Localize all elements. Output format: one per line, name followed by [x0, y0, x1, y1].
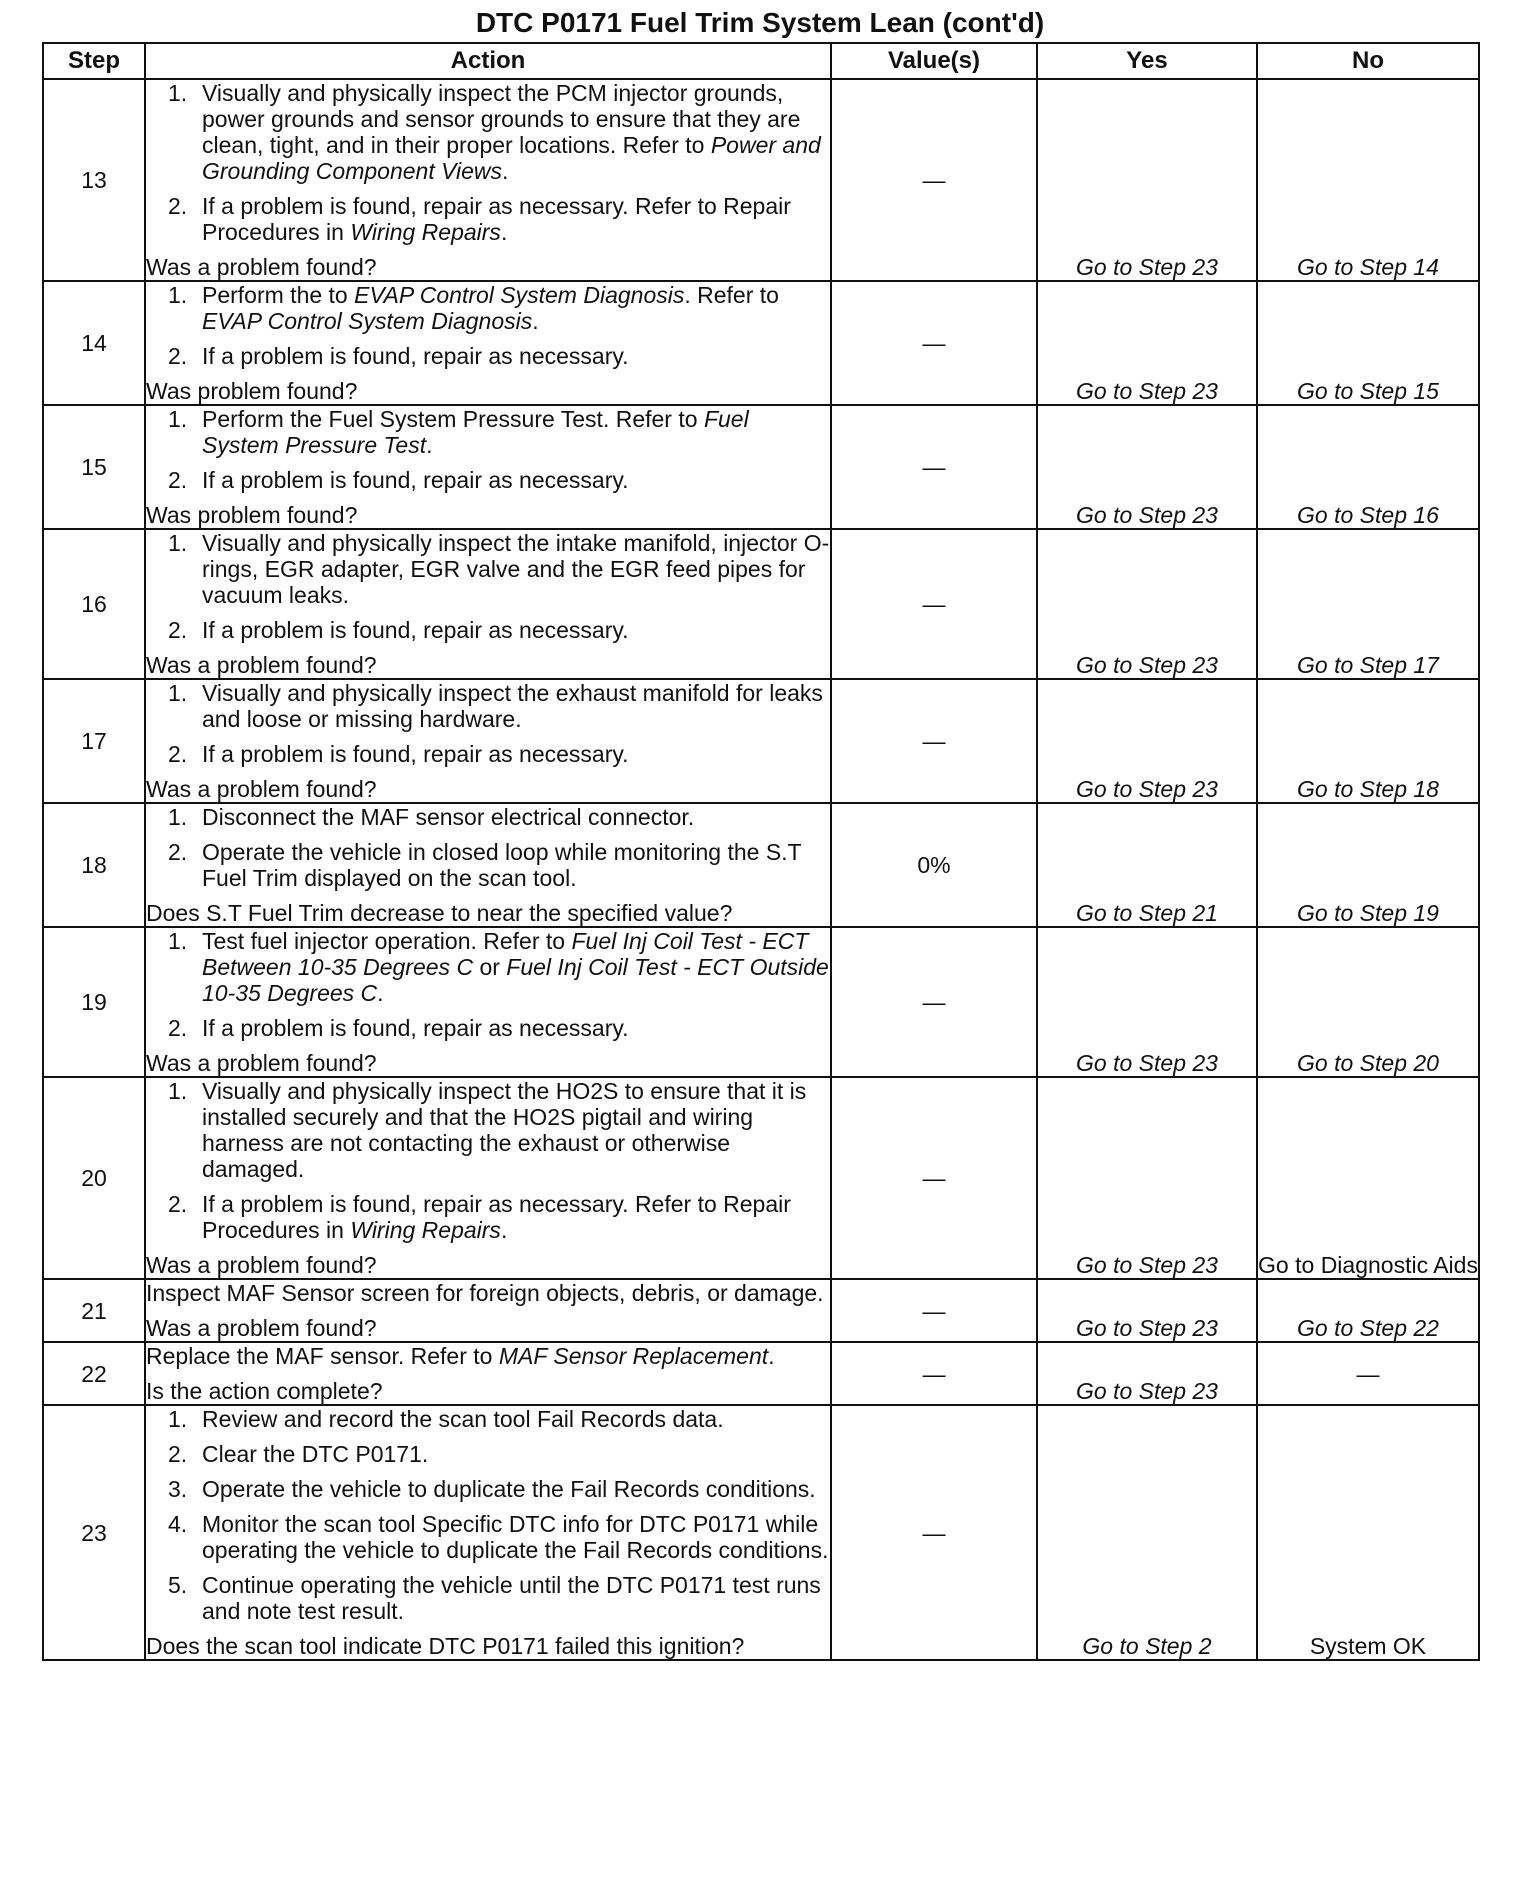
no-result: Go to Step 15: [1257, 281, 1479, 405]
value-cell: —: [831, 1279, 1037, 1342]
action-step: [146, 530, 830, 608]
table-row: [43, 1342, 1479, 1405]
action-step: [146, 1511, 830, 1563]
action-steps-list: [146, 406, 830, 493]
step-number: 23: [43, 1405, 145, 1660]
step-number: 21: [43, 1279, 145, 1342]
step-number: 19: [43, 927, 145, 1077]
action-step-number: 2.: [168, 1015, 188, 1041]
yes-result: Go to Step 23: [1037, 927, 1257, 1077]
document-title: DTC P0171 Fuel Trim System Lean (cont'd): [475, 7, 1045, 38]
action-step-number: 1.: [168, 804, 188, 830]
header-action: Action: [145, 43, 831, 79]
text-run: If a problem is found, repair as necessary.: [202, 1015, 629, 1041]
action-step: [146, 1191, 830, 1243]
action-question: Was a problem found?: [146, 776, 377, 802]
action-question: Was a problem found?: [146, 1050, 377, 1076]
action-step: [146, 467, 830, 493]
action-cell: [145, 803, 831, 927]
value-cell: —: [831, 1405, 1037, 1660]
action-step: [146, 617, 830, 643]
text-run: Continue operating the vehicle until the DTC P0171 test runs and note test result.: [202, 1572, 821, 1624]
action-question: Was problem found?: [146, 502, 358, 528]
no-result: Go to Step 20: [1257, 927, 1479, 1077]
action-cell: [145, 405, 831, 529]
action-step-number: 5.: [168, 1572, 188, 1598]
text-run: .: [500, 219, 508, 245]
no-result: Go to Step 16: [1257, 405, 1479, 529]
table-row: [43, 1077, 1479, 1279]
text-run: If a problem is found, repair as necessary.: [202, 617, 629, 643]
action-cell: [145, 1405, 831, 1660]
action-question: Was a problem found?: [146, 1252, 377, 1278]
header-row: [43, 43, 1479, 79]
table-row: [43, 679, 1479, 803]
action-steps-list: [146, 1406, 830, 1624]
table-body: [43, 79, 1479, 1660]
reference-link-text: Power and Grounding Component Views: [202, 132, 821, 184]
text-run: .: [500, 1217, 508, 1243]
action-step: [146, 406, 830, 458]
table-row: [43, 927, 1479, 1077]
no-result: —: [1257, 1342, 1479, 1405]
text-run: .: [768, 1343, 775, 1369]
action-step-number: 4.: [168, 1511, 188, 1537]
text-run: Perform the to: [202, 282, 355, 308]
action-step-number: 2.: [168, 343, 188, 369]
action-step-number: 2.: [168, 741, 188, 767]
reference-link-text: Fuel Inj Coil Test - ECT Between 10-35 Degrees C: [202, 928, 809, 980]
action-cell: [145, 281, 831, 405]
action-steps-list: [146, 680, 830, 767]
action-step-number: 3.: [168, 1476, 188, 1502]
text-run: If a problem is found, repair as necessary. Refer to Repair Procedures in: [202, 193, 791, 245]
yes-result: Go to Step 23: [1037, 679, 1257, 803]
no-result: System OK: [1257, 1405, 1479, 1660]
no-result: Go to Step 14: [1257, 79, 1479, 281]
text-run: . Refer to: [684, 282, 779, 308]
text-run: Visually and physically inspect the exhaust manifold for leaks and loose or missing hardware.: [202, 680, 823, 732]
text-run: Operate the vehicle in closed loop while monitoring the S.T Fuel Trim displayed on the scan tool.: [202, 839, 802, 891]
value-cell: —: [831, 1077, 1037, 1279]
action-step: [146, 680, 830, 732]
action-step-number: 1.: [168, 282, 188, 308]
text-run: .: [532, 308, 539, 334]
yes-result: Go to Step 2: [1037, 1405, 1257, 1660]
table-row: [43, 79, 1479, 281]
step-number: 20: [43, 1077, 145, 1279]
yes-result: Go to Step 23: [1037, 405, 1257, 529]
action-paragraph: [146, 1280, 830, 1306]
action-step: [146, 282, 830, 334]
no-result: Go to Step 22: [1257, 1279, 1479, 1342]
diagnostic-table: [42, 42, 1480, 1661]
action-step: [146, 1015, 830, 1041]
action-step: [146, 1476, 830, 1502]
text-run: Review and record the scan tool Fail Records data.: [202, 1406, 724, 1432]
action-cell: [145, 927, 831, 1077]
action-step: [146, 928, 830, 1006]
reference-link-text: MAF Sensor Replacement: [498, 1343, 769, 1369]
action-step-number: 2.: [168, 839, 188, 865]
action-step-number: 1.: [168, 406, 188, 432]
text-run: If a problem is found, repair as necessary.: [202, 467, 629, 493]
table-row: [43, 405, 1479, 529]
no-result: Go to Step 18: [1257, 679, 1479, 803]
action-paragraph: [146, 1343, 830, 1369]
text-run: Monitor the scan tool Specific DTC info for DTC P0171 while operating the vehicle to duplicate the Fail Records conditions.: [202, 1511, 829, 1563]
text-run: or: [473, 954, 507, 980]
text-run: Visually and physically inspect the PCM injector grounds, power grounds and sensor grounds to ensure that they are clean, tight, and in their proper locations. Refer to: [202, 80, 801, 158]
action-question: Was a problem found?: [146, 652, 377, 678]
yes-result: Go to Step 23: [1037, 79, 1257, 281]
action-cell: [145, 679, 831, 803]
text-run: Visually and physically inspect the intake manifold, injector O-rings, EGR adapter, EGR valve and the EGR feed pipes for vacuum leaks.: [202, 530, 830, 608]
action-step: [146, 804, 830, 830]
table-row: [43, 529, 1479, 679]
reference-link-text: Wiring Repairs: [350, 1217, 501, 1243]
action-cell: [145, 79, 831, 281]
action-step-number: 1.: [168, 680, 188, 706]
no-result: Go to Step 17: [1257, 529, 1479, 679]
header-step: Step: [43, 43, 145, 79]
text-run: Disconnect the MAF sensor electrical connector.: [202, 804, 695, 830]
reference-link-text: EVAP Control System Diagnosis: [354, 282, 685, 308]
action-step-number: 2.: [168, 193, 188, 219]
value-cell: —: [831, 405, 1037, 529]
action-cell: [145, 1342, 831, 1405]
text-run: Clear the DTC P0171.: [202, 1441, 429, 1467]
text-run: Test fuel injector operation. Refer to: [202, 928, 572, 954]
yes-result: Go to Step 23: [1037, 1077, 1257, 1279]
value-cell: —: [831, 927, 1037, 1077]
value-cell: —: [831, 281, 1037, 405]
action-steps-list: [146, 80, 830, 245]
action-question: Does S.T Fuel Trim decrease to near the specified value?: [146, 900, 733, 926]
step-number: 14: [43, 281, 145, 405]
action-step: [146, 193, 830, 245]
action-step: [146, 1406, 830, 1432]
action-cell: [145, 1077, 831, 1279]
step-number: 13: [43, 79, 145, 281]
text-run: Replace the MAF sensor. Refer to: [146, 1343, 499, 1369]
step-number: 17: [43, 679, 145, 803]
action-step: [146, 343, 830, 369]
action-step-number: 1.: [168, 928, 188, 954]
yes-result: Go to Step 21: [1037, 803, 1257, 927]
action-steps-list: [146, 282, 830, 369]
value-cell: —: [831, 679, 1037, 803]
table-row: [43, 1279, 1479, 1342]
text-run: .: [426, 432, 433, 458]
action-step-number: 2.: [168, 1191, 188, 1217]
action-step-number: 1.: [168, 530, 188, 556]
step-number: 16: [43, 529, 145, 679]
step-number: 22: [43, 1342, 145, 1405]
step-number: 15: [43, 405, 145, 529]
action-step: [146, 1572, 830, 1624]
action-step: [146, 839, 830, 891]
text-run: Perform the Fuel System Pressure Test. Refer to: [202, 406, 704, 432]
action-step: [146, 80, 830, 184]
action-question: Does the scan tool indicate DTC P0171 failed this ignition?: [146, 1633, 745, 1659]
action-cell: [145, 529, 831, 679]
header-value: Value(s): [831, 43, 1037, 79]
text-run: Inspect MAF Sensor screen for foreign objects, debris, or damage.: [146, 1280, 824, 1306]
value-cell: —: [831, 529, 1037, 679]
table-row: [43, 281, 1479, 405]
no-result: Go to Diagnostic Aids: [1257, 1077, 1479, 1279]
action-step-number: 1.: [168, 1406, 188, 1432]
value-cell: 0%: [831, 803, 1037, 927]
action-step: [146, 1078, 830, 1182]
text-run: If a problem is found, repair as necessary.: [202, 741, 629, 767]
action-steps-list: [146, 1078, 830, 1243]
reference-link-text: Wiring Repairs: [350, 219, 501, 245]
text-run: If a problem is found, repair as necessary.: [202, 343, 629, 369]
no-result: Go to Step 19: [1257, 803, 1479, 927]
action-step-number: 2.: [168, 1441, 188, 1467]
table-row: [43, 803, 1479, 927]
action-question: Was problem found?: [146, 378, 358, 404]
action-cell: [145, 1279, 831, 1342]
action-step: [146, 1441, 830, 1467]
yes-result: Go to Step 23: [1037, 1279, 1257, 1342]
value-cell: —: [831, 1342, 1037, 1405]
action-steps-list: [146, 530, 830, 643]
text-run: .: [377, 980, 384, 1006]
action-question: Was a problem found?: [146, 1315, 377, 1341]
text-run: If a problem is found, repair as necessary. Refer to Repair Procedures in: [202, 1191, 791, 1243]
action-steps-list: [146, 804, 830, 891]
action-step-number: 2.: [168, 617, 188, 643]
table-row: [43, 1405, 1479, 1660]
text-run: .: [502, 158, 509, 184]
action-step-number: 1.: [168, 80, 188, 106]
action-question: Was a problem found?: [146, 254, 377, 280]
yes-result: Go to Step 23: [1037, 529, 1257, 679]
action-step-number: 1.: [168, 1078, 188, 1104]
action-question: Is the action complete?: [146, 1378, 383, 1404]
reference-link-text: Fuel System Pressure Test: [202, 406, 749, 458]
text-run: Visually and physically inspect the HO2S to ensure that it is installed securely and that the HO2S pigtail and wiring harness are not contacting the exhaust or otherwise damaged.: [202, 1078, 807, 1182]
text-run: Operate the vehicle to duplicate the Fail Records conditions.: [202, 1476, 816, 1502]
reference-link-text: EVAP Control System Diagnosis: [202, 308, 533, 334]
value-cell: —: [831, 79, 1037, 281]
header-yes: Yes: [1037, 43, 1257, 79]
header-no: No: [1257, 43, 1479, 79]
action-step: [146, 741, 830, 767]
action-steps-list: [146, 928, 830, 1041]
step-number: 18: [43, 803, 145, 927]
yes-result: Go to Step 23: [1037, 281, 1257, 405]
reference-link-text: Fuel Inj Coil Test - ECT Outside 10-35 Degrees C: [202, 954, 829, 1006]
yes-result: Go to Step 23: [1037, 1342, 1257, 1405]
action-step-number: 2.: [168, 467, 188, 493]
